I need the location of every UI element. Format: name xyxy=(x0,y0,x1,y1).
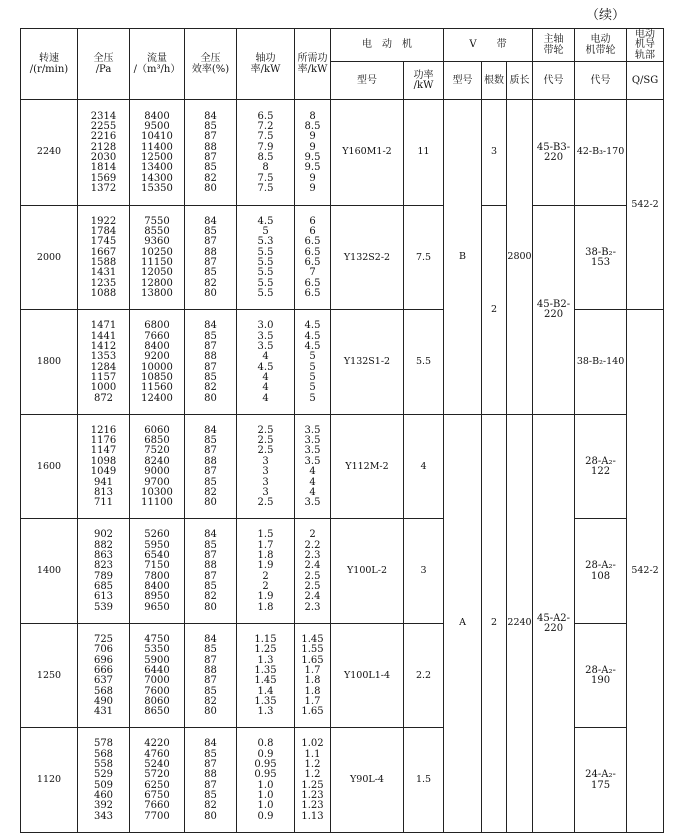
speed-cell: 2240 xyxy=(21,100,78,206)
motor-pulley-cell: 24-A₂- 175 xyxy=(575,728,627,833)
fan-performance-table xyxy=(20,28,664,833)
header-main-pulley: 主轴 带轮 xyxy=(533,29,575,62)
motor-pulley-cell: 42-B₃-170 xyxy=(575,100,627,206)
header-motor-model: 型号 xyxy=(331,62,404,100)
belt-length-cell: 2240 xyxy=(507,414,533,832)
shaft-power-cell: 4.5 5 5.3 5.5 5.5 5.5 5.5 5.5 xyxy=(237,205,295,310)
required-power-cell: 2 2.2 2.3 2.4 2.5 2.5 2.4 2.3 xyxy=(295,519,331,624)
pressure-cell: 1216 1176 1147 1098 1049 941 813 711 xyxy=(78,414,130,519)
flow-cell: 7550 8550 9360 10250 11150 12050 12800 13800 xyxy=(130,205,185,310)
header-flow: 流量 /（m³/h） xyxy=(130,29,185,100)
belt-length-cell: 2800 xyxy=(507,100,533,415)
pressure-cell: 902 882 863 823 789 685 613 539 xyxy=(78,519,130,624)
motor-model-cell: Y100L-2 xyxy=(331,519,404,624)
required-power-cell: 1.45 1.55 1.65 1.7 1.8 1.8 1.7 1.65 xyxy=(295,623,331,728)
pressure-cell: 1922 1784 1745 1667 1588 1431 1235 1088 xyxy=(78,205,130,310)
header-belt-count: 根数 xyxy=(482,62,507,100)
flow-cell: 4750 5350 5900 6440 7000 7600 8060 8650 xyxy=(130,623,185,728)
header-required-power: 所需功 率/kW xyxy=(295,29,331,100)
motor-power-cell: 4 xyxy=(404,414,444,519)
efficiency-cell: 84 85 87 88 87 85 82 80 xyxy=(185,205,237,310)
belt-count-cell: 3 xyxy=(482,100,507,206)
motor-pulley-cell: 28-A₂- 190 xyxy=(575,623,627,728)
shaft-power-cell: 2.5 2.5 2.5 3 3 3 3 2.5 xyxy=(237,414,295,519)
header-motor-pulley: 电动 机带轮 xyxy=(575,29,627,62)
speed-cell: 1600 xyxy=(21,414,78,519)
speed-cell: 2000 xyxy=(21,205,78,310)
speed-cell: 1800 xyxy=(21,310,78,415)
header-vbelt: V 带 xyxy=(444,29,533,62)
motor-model-cell: Y132S1-2 xyxy=(331,310,404,415)
header-pressure: 全压 /Pa xyxy=(78,29,130,100)
motor-model-cell: Y132S2-2 xyxy=(331,205,404,310)
motor-model-cell: Y100L1-4 xyxy=(331,623,404,728)
flow-cell: 6060 6850 7520 8240 9000 9700 10300 11100 xyxy=(130,414,185,519)
belt-model-cell: B xyxy=(444,100,482,415)
shaft-power-cell: 6.5 7.2 7.5 7.9 8.5 8 7.5 7.5 xyxy=(237,100,295,206)
shaft-power-cell: 1.15 1.25 1.3 1.35 1.45 1.4 1.35 1.3 xyxy=(237,623,295,728)
flow-cell: 6800 7660 8400 9200 10000 10850 11560 12400 xyxy=(130,310,185,415)
motor-power-cell: 3 xyxy=(404,519,444,624)
belt-count-cell: 2 xyxy=(482,205,507,414)
required-power-cell: 1.02 1.1 1.2 1.2 1.25 1.23 1.23 1.13 xyxy=(295,728,331,833)
main-pulley-cell: 45-B3- 220 xyxy=(533,100,575,206)
motor-model-cell: Y112M-2 xyxy=(331,414,404,519)
flow-cell: 4220 4760 5240 5720 6250 6750 7660 7700 xyxy=(130,728,185,833)
main-pulley-cell: 45-B2- 220 xyxy=(533,205,575,414)
shaft-power-cell: 0.8 0.9 0.95 0.95 1.0 1.0 1.0 0.9 xyxy=(237,728,295,833)
motor-power-cell: 2.2 xyxy=(404,623,444,728)
shaft-power-cell: 3.0 3.5 3.5 4 4.5 4 4 4 xyxy=(237,310,295,415)
motor-pulley-cell: 38-B₂- 153 xyxy=(575,205,627,310)
rail-cell: 542-2 xyxy=(627,310,664,833)
table-row xyxy=(21,205,664,310)
motor-power-cell: 7.5 xyxy=(404,205,444,310)
motor-power-cell: 1.5 xyxy=(404,728,444,833)
motor-model-cell: Y160M1-2 xyxy=(331,100,404,206)
belt-model-cell: A xyxy=(444,414,482,832)
belt-count-cell: 2 xyxy=(482,414,507,832)
flow-cell: 8400 9500 10410 11400 12500 13400 14300 15350 xyxy=(130,100,185,206)
efficiency-cell: 84 85 87 88 87 85 82 80 xyxy=(185,100,237,206)
continued-label: （续） xyxy=(585,8,625,23)
speed-cell: 1120 xyxy=(21,728,78,833)
table-row xyxy=(21,414,664,519)
rail-cell: 542-2 xyxy=(627,100,664,310)
header-main-pulley-code: 代号 xyxy=(533,62,575,100)
pressure-cell: 2314 2255 2216 2128 2030 1814 1569 1372 xyxy=(78,100,130,206)
header-motor-power: 功率 /kW xyxy=(404,62,444,100)
speed-cell: 1250 xyxy=(21,623,78,728)
efficiency-cell: 84 85 87 88 87 85 82 80 xyxy=(185,310,237,415)
shaft-power-cell: 1.5 1.7 1.8 1.9 2 2 1.9 1.8 xyxy=(237,519,295,624)
header-belt-length: 质长 xyxy=(507,62,533,100)
speed-cell: 1400 xyxy=(21,519,78,624)
pressure-cell: 578 568 558 529 509 460 392 343 xyxy=(78,728,130,833)
efficiency-cell: 84 85 87 88 87 85 82 80 xyxy=(185,728,237,833)
table-row xyxy=(21,100,664,206)
required-power-cell: 3.5 3.5 3.5 3.5 4 4 4 3.5 xyxy=(295,414,331,519)
header-speed: 转速 /(r/min) xyxy=(21,29,78,100)
header-rail: 电动 机导 轨部 xyxy=(627,29,664,62)
header-shaft-power: 轴功 率/kW xyxy=(237,29,295,100)
required-power-cell: 4.5 4.5 4.5 5 5 5 5 5 xyxy=(295,310,331,415)
main-pulley-cell: 45-A2- 220 xyxy=(533,414,575,832)
pressure-cell: 1471 1441 1412 1353 1284 1157 1000 872 xyxy=(78,310,130,415)
motor-model-cell: Y90L-4 xyxy=(331,728,404,833)
pressure-cell: 725 706 696 666 637 568 490 431 xyxy=(78,623,130,728)
required-power-cell: 8 8.5 9 9 9.5 9.5 9 9 xyxy=(295,100,331,206)
header-belt-model: 型号 xyxy=(444,62,482,100)
motor-power-cell: 11 xyxy=(404,100,444,206)
motor-pulley-cell: 28-A₂- 122 xyxy=(575,414,627,519)
header-efficiency: 全压 效率(%) xyxy=(185,29,237,100)
motor-pulley-cell: 38-B₂-140 xyxy=(575,310,627,415)
required-power-cell: 6 6 6.5 6.5 6.5 7 6.5 6.5 xyxy=(295,205,331,310)
efficiency-cell: 84 85 87 88 87 85 82 80 xyxy=(185,519,237,624)
header-rail-code: Q/SG xyxy=(627,62,664,100)
motor-pulley-cell: 28-A₂- 108 xyxy=(575,519,627,624)
efficiency-cell: 84 85 87 88 87 85 82 80 xyxy=(185,414,237,519)
efficiency-cell: 84 85 87 88 87 85 82 80 xyxy=(185,623,237,728)
header-motor-pulley-code: 代号 xyxy=(575,62,627,100)
motor-power-cell: 5.5 xyxy=(404,310,444,415)
header-motor: 电 动 机 xyxy=(331,29,444,62)
flow-cell: 5260 5950 6540 7150 7800 8400 8950 9650 xyxy=(130,519,185,624)
